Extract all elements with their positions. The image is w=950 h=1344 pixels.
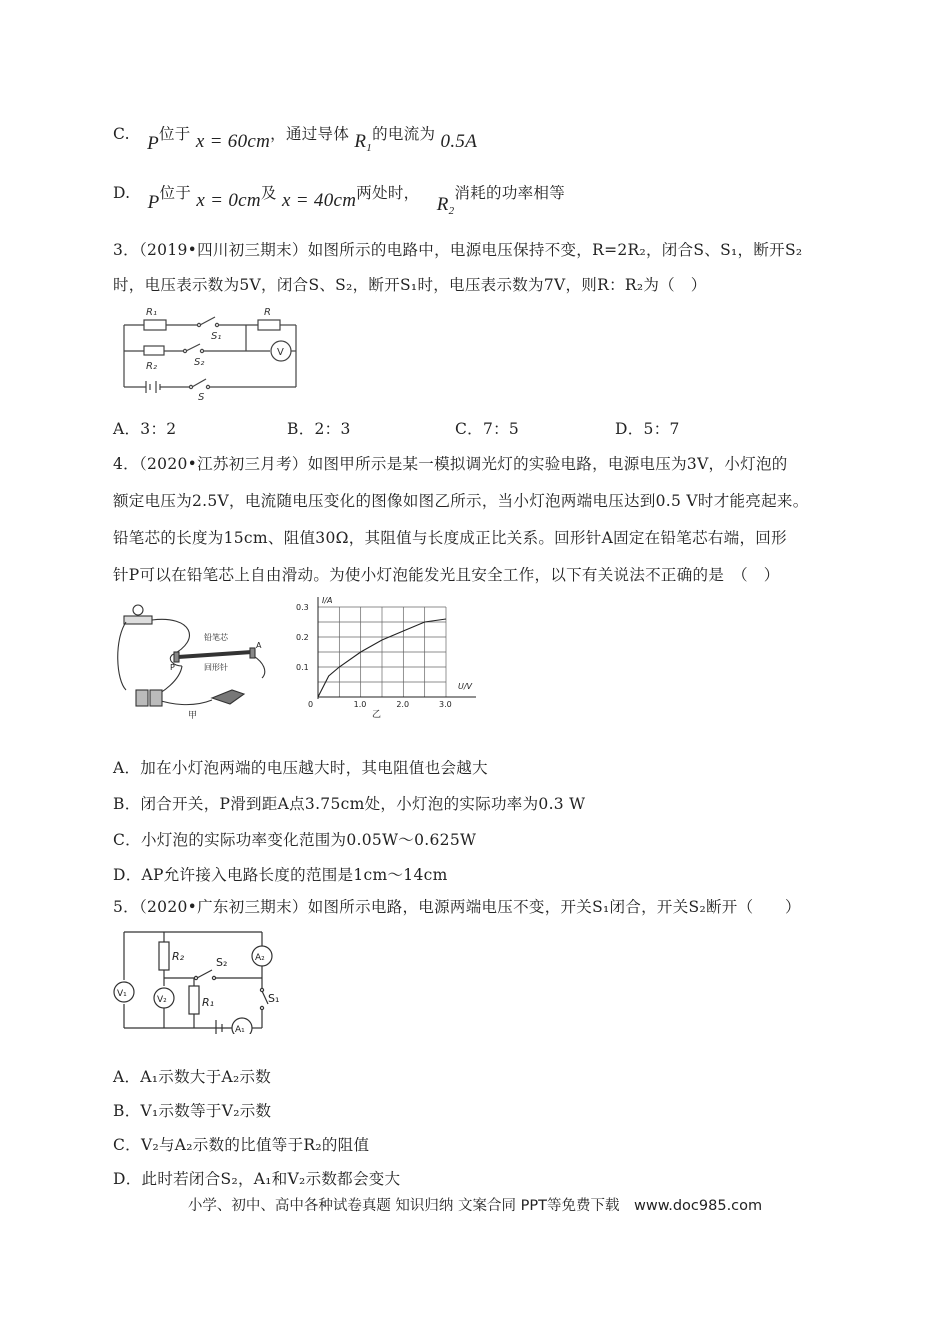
- option-label: D.: [113, 184, 131, 202]
- text: 位于: [158, 125, 191, 143]
- q3-option-d: D．5：7: [615, 420, 680, 438]
- q5-option-c: C．V₂与A₂示数的比值等于R₂的阻值: [113, 1136, 370, 1154]
- text: 位于: [159, 184, 192, 202]
- text: 消耗的功率相等: [454, 184, 566, 202]
- q4-stem-line3: 铅笔芯的长度为15cm、阻值30Ω，其阻值与长度成正比关系。回形针A固定在铅笔芯右端，回形: [113, 529, 787, 547]
- math-x2: x = 40cm: [281, 190, 357, 211]
- footer-ad-text: 小学、初中、高中各种试卷真题 知识归纳 文案合同 PPT等免费下载 www.doc985.com: [187, 1198, 763, 1214]
- q5-circuit-diagram: [112, 922, 282, 1034]
- x-tick-label: 0: [308, 700, 314, 709]
- label-s2: S₂: [216, 956, 228, 969]
- math-p: P: [147, 133, 159, 154]
- q4-stem-line1: 4．（2020•江苏初三月考）如图甲所示是某一模拟调光灯的实验电路，电源电压为3V，小灯泡的: [113, 455, 788, 473]
- label-r1: R₁: [202, 996, 215, 1009]
- q5-option-b: B．V₁示数等于V₂示数: [113, 1102, 272, 1120]
- text: 及: [260, 184, 277, 202]
- q4-stem-line2: 额定电压为2.5V，电流随电压变化的图像如图乙所示，当小灯泡两端电压达到0.5 V时才能亮起来。: [113, 492, 809, 510]
- q3-option-c: C．7：5: [455, 420, 520, 438]
- x-axis-label: U/V: [458, 682, 473, 691]
- text: 的电流为: [372, 125, 436, 143]
- q5-option-d: D．此时若闭合S₂，A₁和V₂示数都会变大: [113, 1170, 401, 1188]
- q4-stem-line4: 针P可以在铅笔芯上自由滑动。为使小灯泡能发光且安全工作，以下有关说法不正确的是 （ ）: [113, 566, 780, 584]
- q4-option-d: D．AP允许接入电路长度的范围是1cm～14cm: [113, 866, 448, 884]
- q4-option-b: B．闭合开关，P滑到距A点3.75cm处，小灯泡的实际功率为0.3 W: [113, 795, 586, 813]
- label-v2: V₂: [157, 995, 167, 1005]
- option-label: C.: [113, 125, 130, 143]
- caption-jia: 甲: [188, 711, 198, 720]
- label-r: R: [264, 307, 271, 318]
- label-r2: R₂: [146, 361, 157, 372]
- label-a: A: [256, 641, 262, 650]
- label-r1: R₁: [146, 307, 157, 318]
- y-axis-label: I/A: [322, 596, 333, 605]
- x-tick-label: 2.0: [396, 700, 410, 709]
- q3-option-a: A．3：2: [113, 420, 177, 438]
- q4-option-c: C．小灯泡的实际功率变化范围为0.05W～0.625W: [113, 831, 477, 849]
- x-tick-label: 3.0: [439, 700, 452, 709]
- label-s1: S₁: [268, 992, 280, 1005]
- option-d: [113, 181, 566, 217]
- label-pencil-lead: 铅笔芯: [204, 633, 228, 642]
- q3-stem-line1: 3．（2019•四川初三期末）如图所示的电路中，电源电压保持不变，R=2R₂，闭合S、S₁，断开S₂: [113, 241, 803, 259]
- y-tick-label: 0.3: [296, 603, 309, 612]
- math-r1: $R_1$: [354, 131, 373, 154]
- label-paper-clip: 回形针: [204, 663, 228, 672]
- q5-option-a: A．A₁示数大于A₂示数: [113, 1068, 272, 1086]
- q4-iu-chart: [296, 593, 496, 721]
- math-value: 0.5A: [440, 131, 478, 152]
- label-s1: S₁: [211, 331, 222, 342]
- text: ，通过导体: [270, 125, 350, 143]
- option-c: [113, 122, 478, 154]
- label-s2: S₂: [194, 357, 205, 368]
- q3-stem-line2: 时，电压表示数为5V，闭合S、S₂，断开S₁时，电压表示数为7V，则R：R₂为（ ）: [113, 276, 707, 294]
- q4-figure-jia: [112, 600, 292, 720]
- math-x: x = 60cm: [195, 131, 271, 152]
- label-p: P: [170, 663, 175, 672]
- chart-caption: 乙: [372, 710, 382, 720]
- q3-option-b: B．2：3: [287, 420, 351, 438]
- text: 两处时，: [356, 184, 420, 202]
- math-p: P: [147, 192, 160, 213]
- label-voltmeter: V: [277, 347, 284, 358]
- q4-option-a: A．加在小灯泡两端的电压越大时，其电阻值也会越大: [113, 759, 488, 777]
- label-a1: A₁: [235, 1025, 245, 1034]
- label-r2: R₂: [172, 950, 185, 963]
- label-s: S: [198, 392, 205, 401]
- label-a2: A₂: [255, 953, 265, 963]
- math-x1: x = 0cm: [196, 190, 261, 211]
- q5-stem-line1: 5．（2020•广东初三期末）如图所示电路，电源两端电压不变，开关S₁闭合，开关S₂断开（ ）: [113, 898, 801, 916]
- label-v1: V₁: [117, 989, 127, 999]
- x-tick-label: 1.0: [353, 700, 367, 709]
- y-tick-label: 0.2: [296, 633, 309, 642]
- math-r2: $R_2$: [436, 194, 455, 217]
- q3-circuit-diagram: [118, 303, 303, 401]
- y-tick-label: 0.1: [296, 663, 309, 672]
